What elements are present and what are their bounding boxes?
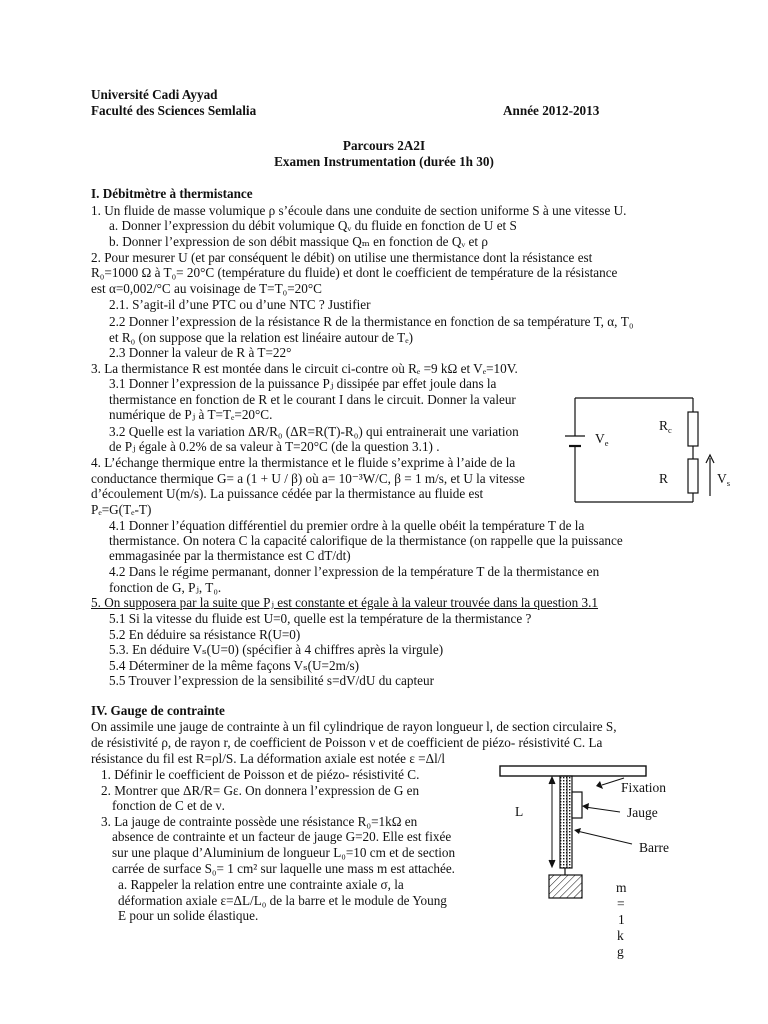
label-vs: $V_s$ [717, 471, 731, 488]
text-line: 5.3. En déduire Vₛ(U=0) (spécifier à 4 chiffres après la virgule) [109, 642, 444, 657]
text-line: conductance thermique G= a (1 + U / β) où a= 10⁻³W/C, β = 1 m/s, et U la vitesse [91, 471, 525, 486]
text-line: 5.2 En déduire sa résistance R(U=0) [109, 627, 301, 642]
text-line: 4.1 Donner l’équation différentiel du premier ordre à la quelle obéit la température T de la [109, 518, 585, 533]
text-line: 4.2 Dans le régime permanant, donner l’expression de la température T de la thermistance en [109, 564, 600, 579]
text-line: de résistivité ρ, de rayon r, de coefficient de Poisson ν et de coefficient de piézo- résistivité C. La [91, 735, 603, 750]
text-line: déformation axiale ε=ΔL/L₀ de la barre et le module de Young [118, 893, 447, 908]
exam-title: Examen Instrumentation (durée 1h 30) [274, 154, 494, 169]
text-line: 5.4 Déterminer de la même façons Vₛ(U=2m/s) [109, 658, 360, 673]
mass-label-char: g [617, 944, 624, 959]
text-line: thermistance. On notera C la capacité calorifique de la thermistance (on rappelle que la puissance [109, 533, 623, 548]
text-line: 2.2 Donner l’expression de la résistance R de la thermistance en fonction de sa température T, α, T₀ [109, 314, 634, 329]
text-line: 2.1. S’agit-il d’une PTC ou d’une NTC ? Justifier [109, 297, 371, 312]
text-line: de Pⱼ égale à 0.2% de sa valeur à T=20°C (de la question 3.1) . [109, 439, 440, 454]
label-length: L [515, 804, 524, 819]
text-line-underlined: 5. On supposera par la suite que Pⱼ est constante et égale à la valeur trouvée dans la question 3.1 [91, 595, 599, 610]
text-line: résistance du fil est R=ρl/S. La déformation axiale est notée ε =Δl/l [91, 751, 446, 766]
text-line: 3.1 Donner l’expression de la puissance Pⱼ dissipée par effet joule dans la [109, 376, 497, 391]
circuit-diagram [560, 392, 740, 522]
text-line: est α=0,002/°C au voisinage de T=T₀=20°C [91, 281, 322, 296]
text-line: 3. La thermistance R est montée dans le circuit ci-contre où Rₑ =9 kΩ et Vₑ=10V. [91, 361, 518, 376]
label-fixation: Fixation [621, 780, 667, 795]
text-line: 2.3 Donner la valeur de R à T=22° [109, 345, 292, 360]
length-arrow-top [549, 777, 555, 784]
text-line: 3.2 Quelle est la variation ΔR/R₀ (ΔR=R(T)-R₀) qui entrainerait une variation [109, 424, 519, 439]
bar-pointer [577, 831, 632, 844]
program-title: Parcours 2A2I [342, 138, 426, 153]
text-line: fonction de C et de ν. [112, 798, 225, 813]
mass-label-char: m [616, 880, 627, 895]
fixation-plate [500, 766, 646, 776]
text-line: b. Donner l’expression de son débit massique Qₘ en fonction de Qᵥ et ρ [109, 234, 488, 249]
text-line: 2. Montrer que ΔR/R= Gε. On donnera l’expression de G en [101, 783, 420, 798]
text-line: thermistance en fonction de R et le courant I dans le circuit. Donner la valeur [109, 392, 516, 407]
text-line: absence de contrainte et un facteur de jauge G=20. Elle est fixée [112, 829, 452, 844]
label-ve: $V_e$ [595, 431, 609, 448]
text-line: Pₑ=G(Tₑ-T) [91, 502, 152, 517]
mass-label-char: k [617, 928, 624, 943]
gauge-pointer [585, 807, 620, 812]
text-line: R₀=1000 Ω à T₀= 20°C (température du fluide) et dont le coefficient de température de la résistance [91, 265, 618, 280]
mass-block [549, 875, 582, 898]
length-arrow-bottom [549, 860, 555, 867]
section-4-title: IV. Gauge de contrainte [91, 703, 225, 718]
gauge-pointer-head [582, 803, 589, 810]
text-line: 2. Pour mesurer U (et par conséquent le débit) on utilise une thermistance dont la résistance est [91, 250, 593, 265]
text-line: 1. Définir le coefficient de Poisson et de piézo- résistivité C. [101, 767, 420, 782]
bar-pointer-head [574, 828, 581, 834]
text-line: emmagasinée par la thermistance est C dT/dt) [109, 548, 351, 563]
label-jauge: Jauge [627, 805, 658, 820]
label-barre: Barre [639, 840, 669, 855]
text-line: a. Donner l’expression du débit volumique Qᵥ du fluide en fonction de U et S [109, 218, 517, 233]
fixation-pointer-head [596, 781, 603, 789]
text-line: 5.1 Si la vitesse du fluide est U=0, quelle est la température de la thermistance ? [109, 611, 532, 626]
text-line: numérique de Pⱼ à T=Tₑ=20°C. [109, 407, 273, 422]
text-line: E pour un solide élastique. [118, 908, 259, 923]
text-line: sur une plaque d’Aluminium de longueur L₀=10 cm et de section [112, 845, 456, 860]
resistor-r [688, 459, 698, 493]
gauge [572, 792, 582, 818]
section-1-title: I. Débitmètre à thermistance [91, 186, 253, 201]
text-line: d’écoulement U(m/s). La puissance cédée par la thermistance au fluide est [91, 486, 484, 501]
text-line: 4. L’échange thermique entre la thermistance et le fluide s’exprime à l’aide de la [91, 455, 516, 470]
bar [560, 776, 572, 868]
faculty-name: Faculté des Sciences Semlalia [91, 103, 257, 118]
text-line: 3. La jauge de contrainte possède une résistance R₀=1kΩ en [101, 814, 418, 829]
text-line: a. Rappeler la relation entre une contrainte axiale σ, la [118, 877, 404, 892]
text-line: carrée de surface S₀= 1 cm² sur laquelle une mass m est attachée. [112, 861, 455, 876]
strain-gauge-figure [497, 762, 697, 962]
label-r: R [659, 471, 669, 486]
academic-year: Année 2012-2013 [503, 103, 600, 118]
mass-label-char: 1 [618, 912, 625, 927]
text-line: 1. Un fluide de masse volumique ρ s’écoule dans une conduite de section uniforme S à une vitesse U. [91, 203, 627, 218]
label-rc: $R_c$ [659, 418, 672, 435]
university-name: Université Cadi Ayyad [91, 87, 218, 102]
text-line: fonction de G, Pⱼ, T₀. [109, 580, 222, 595]
text-line: 5.5 Trouver l’expression de la sensibilité s=dV/dU du capteur [109, 673, 434, 688]
text-line: On assimile une jauge de contrainte à un fil cylindrique de rayon longueur l, de section circulaire S, [91, 719, 617, 734]
resistor-rc [688, 412, 698, 446]
text-line: et R₀ (on suppose que la relation est linéaire autour de Tₑ) [109, 330, 413, 345]
mass-label-char: = [617, 896, 625, 911]
